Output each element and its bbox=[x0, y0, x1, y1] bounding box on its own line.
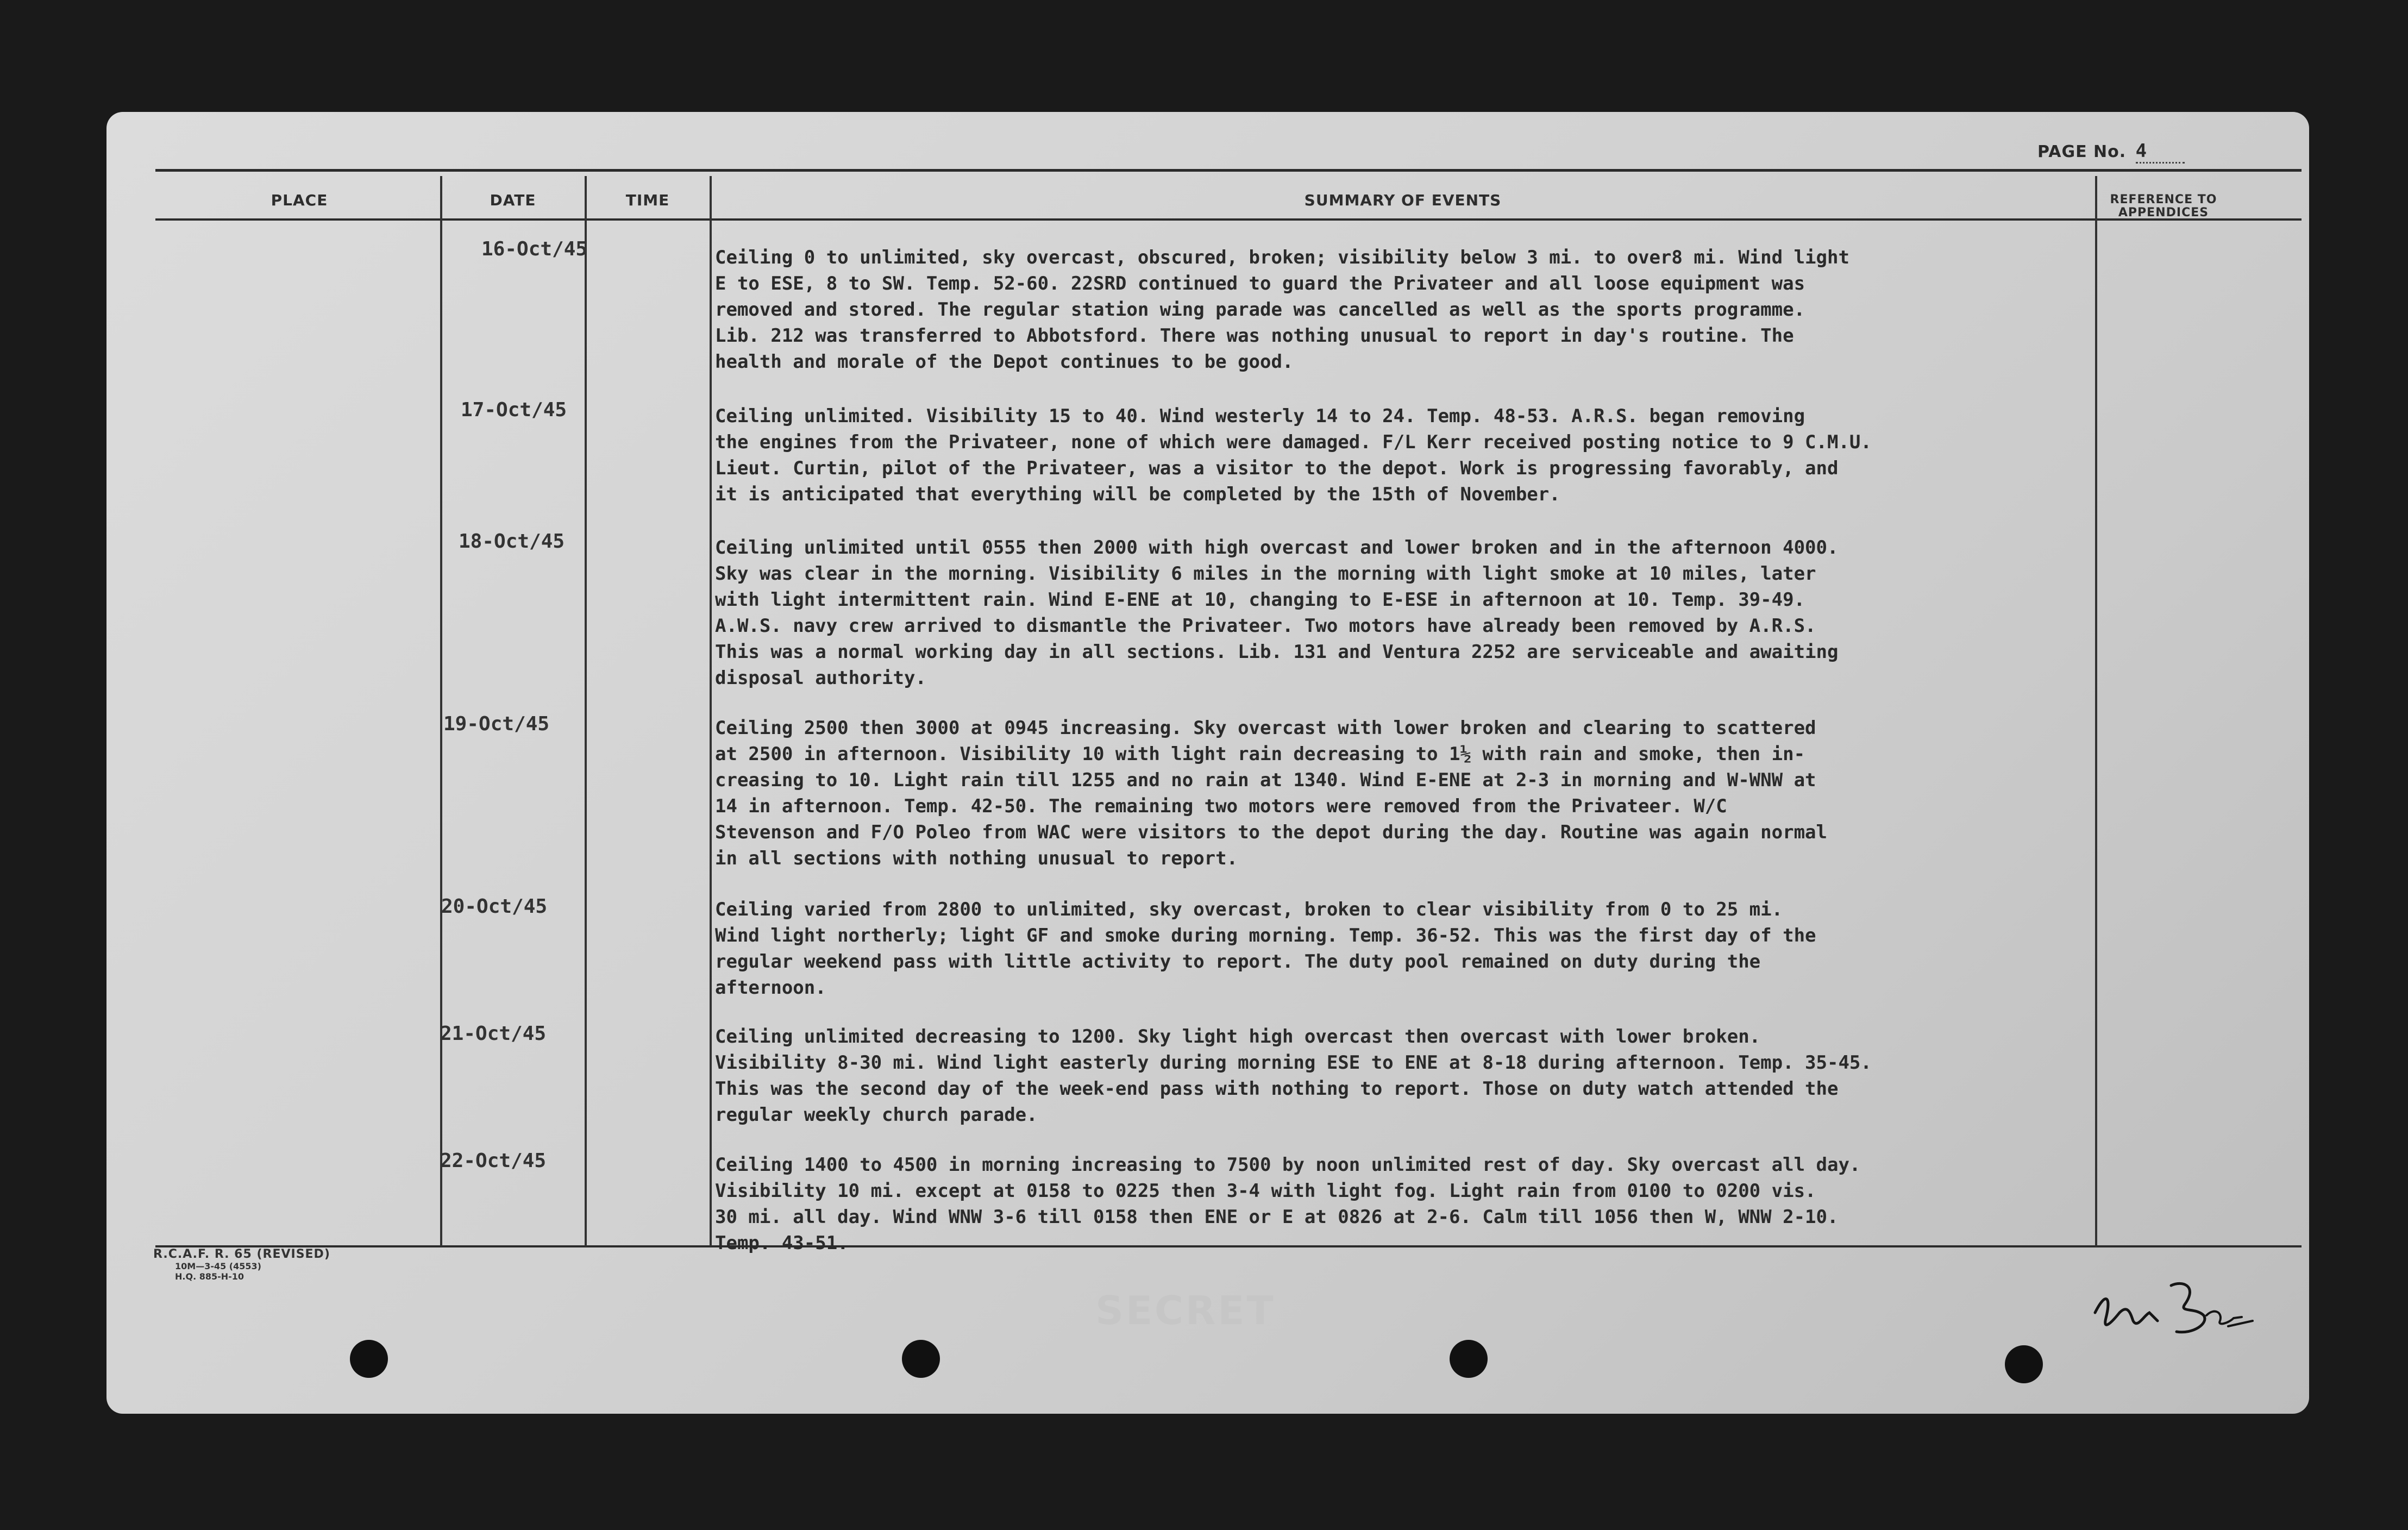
entry-date: 19-Oct/45 bbox=[443, 713, 550, 735]
entry-summary: Ceiling unlimited decreasing to 1200. Sky light high overcast then overcast with lower broken. Visibility 8-30 mi. Wind light easterly during morning ESE to ENE at 8-18 during afternoon. Temp. 35-45. This was the second day of the week-end pass with nothing to report. Those on duty watch attended the regular weekly church parade. bbox=[715, 1026, 1872, 1126]
form-hq-reference: H.Q. 885-H-10 bbox=[175, 1271, 244, 1282]
entry-date: 17-Oct/45 bbox=[461, 399, 567, 421]
column-header-place: PLACE bbox=[271, 191, 328, 209]
handwritten-initials bbox=[2090, 1275, 2269, 1345]
operations-record-sheet bbox=[106, 112, 2309, 1414]
divider-time-summary bbox=[710, 176, 712, 1246]
entry-date: 21-Oct/45 bbox=[440, 1023, 547, 1045]
punch-hole bbox=[350, 1340, 388, 1378]
entry-summary: Ceiling unlimited. Visibility 15 to 40. Wind westerly 14 to 24. Temp. 48-53. A.R.S. began removing the engines from the Privateer, none of which were damaged. F/L Kerr received posting notice to 9 C.M.U. Lieut. Curtin, pilot of the Privateer, was a visitor to the depot. Work is progressing favorably, and it is anticipated that everything will be completed by the 15th of November. bbox=[715, 405, 1872, 505]
entry-date: 16-Oct/45 bbox=[481, 238, 588, 260]
form-identifier bbox=[153, 1247, 330, 1282]
entry-date: 22-Oct/45 bbox=[440, 1150, 547, 1172]
page-number-label: PAGE No. bbox=[2037, 142, 2127, 161]
entry-date: 20-Oct/45 bbox=[441, 895, 548, 918]
column-header-date: DATE bbox=[490, 191, 536, 209]
entry-summary: Ceiling 2500 then 3000 at 0945 increasing. Sky overcast with lower broken and clearing to scattered at 2500 in afternoon. Visibility 10 with light rain decreasing to 1½ with rain and smoke, then in- creasing to 10. Light rain till 1255 and no rain at 1340. Wind E-ENE at 2-3 in morning and W-WNW at 14 in afternoon. Temp. 42-50. The remaining two motors were removed from the Privateer. W/C Stevenson and F/O Poleo from WAC were visitors to the depot during the day. Routine was again normal in all sections with nothing unusual to report. bbox=[715, 717, 1827, 869]
divider-date-time bbox=[585, 176, 587, 1246]
entry-date: 18-Oct/45 bbox=[459, 530, 565, 553]
entry-summary: Ceiling varied from 2800 to unlimited, sky overcast, broken to clear visibility from 0 to 25 mi. Wind light northerly; light GF and smoke during morning. Temp. 36-52. This was the first day of the regular weekend pass with little activity to report. The duty pool remained on duty during the afternoon. bbox=[715, 899, 1816, 999]
entry-summary: Ceiling 1400 to 4500 in morning increasing to 7500 by noon unlimited rest of day. Sky overcast all day. Visibility 10 mi. except at 0158 to 0225 then 3-4 with light fog. Light rain from 0100 to 0200 vis. 30 mi. all day. Wind WNW 3-6 till 0158 then ENE or E at 0826 at 2-6. Calm till 1056 then W, WNW 2-10. Temp. 43-51. bbox=[715, 1154, 1861, 1254]
header-bottom-rule bbox=[155, 218, 2302, 221]
punch-hole bbox=[2005, 1345, 2043, 1383]
secret-stamp: SECRET bbox=[1095, 1288, 1276, 1333]
column-header-summary: SUMMARY OF EVENTS bbox=[1304, 191, 1502, 209]
entry-summary: Ceiling unlimited until 0555 then 2000 with high overcast and lower broken and in the afternoon 4000. Sky was clear in the morning. Visibility 6 miles in the morning with light smoke at 10 miles, later with light intermittent rain. Wind E-ENE at 10, changing to E-ESE in afternoon at 10. Temp. 39-49. A.W.S. navy crew arrived to dismantle the Privateer. Two motors have already been removed by A.R.S. This was a normal working day in all sections. Lib. 131 and Ventura 2252 are serviceable and awaiting disposal authority. bbox=[715, 537, 1839, 689]
column-header-time: TIME bbox=[625, 191, 670, 209]
entry-summary: Ceiling 0 to unlimited, sky overcast, obscured, broken; visibility below 3 mi. to over8 mi. Wind light E to ESE, 8 to SW. Temp. 52-60. 22SRD continued to guard the Privateer and all loose equipment was removed and stored. The regular station wing parade was cancelled as well as the sports programme. Lib. 212 was transferred to Abbotsford. There was nothing unusual to report in day's routine. The health and morale of the Depot continues to be good. bbox=[715, 247, 1849, 373]
punch-hole bbox=[902, 1340, 940, 1378]
form-print-run: 10M—3-45 (4553) bbox=[175, 1261, 261, 1271]
punch-hole bbox=[1450, 1340, 1488, 1378]
column-header-reference: REFERENCE TO APPENDICES bbox=[2110, 193, 2217, 220]
page-number bbox=[2037, 140, 2185, 164]
header-top-rule bbox=[155, 169, 2302, 172]
page-number-value: 4 bbox=[2136, 140, 2185, 164]
form-number: R.C.A.F. R. 65 (REVISED) bbox=[153, 1247, 330, 1261]
divider-place-date bbox=[440, 176, 442, 1246]
